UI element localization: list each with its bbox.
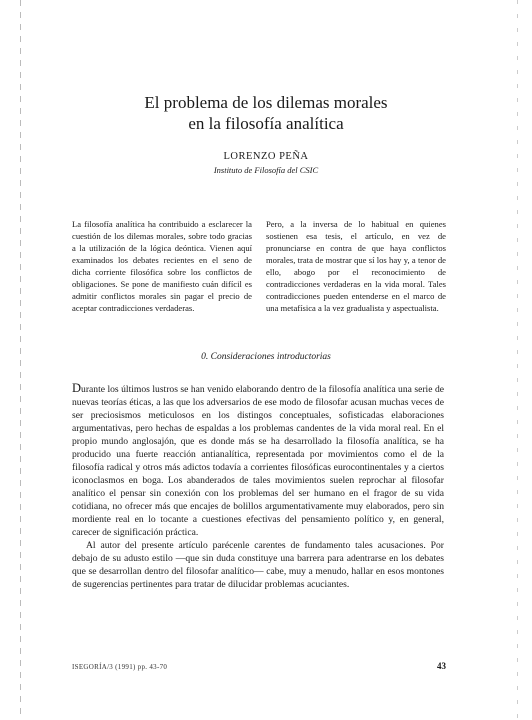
- abstract-column-right: [266, 218, 446, 314]
- article-title-line-2: en la filosofía analítica: [188, 114, 344, 133]
- article-title-line-1: El problema de los dilemas morales: [144, 93, 388, 112]
- body-paragraph-2: Al autor del presente artículo parécenle carentes de fundamento tales acusaciones. Por debajo de su adusto estilo —que sin duda constituye una barrera para adentrarse en los debates que se desarrollan dentro del filosofar analítico— cabe, muy a menudo, hallar en esos montones de sugerencias pertinentes para tratar de dilucidar problemas acuciantes.: [72, 540, 444, 590]
- abstract-left-text: La filosofía analítica ha contribuido a esclarecer la cuestión de los dilemas morales, sobre todo gracias a la utilización de la lógica deóntica. Vienen aquí examinados los debates recientes en el seno de dicha corriente filosófica sobre los conflictos de obligaciones. Se pone de manifiesto cuán difícil es admitir conflictos morales sin pagar el precio de aceptar contradicciones verdaderas.: [72, 219, 252, 313]
- author-affiliation: Instituto de Filosofía del CSIC: [213, 165, 319, 175]
- page-number: 43: [437, 661, 446, 671]
- body-paragraph-1: [72, 382, 444, 539]
- author-name: LORENZO PEÑA: [223, 151, 309, 162]
- abstract-column-left: [72, 218, 252, 314]
- section-heading: 0. Consideraciones introductorias: [201, 352, 331, 362]
- initial-letter: D: [72, 381, 82, 395]
- journal-reference: ISEGORÍA/3 (1991) pp. 43-70: [72, 663, 168, 671]
- body-paragraph-1-text: urante los últimos lustros se han venido elaborando dentro de la filosofía analítica una serie de nuevas teorías éticas, a las que los adversarios de ese modo de filosofar acusan muchas veces de ser preciosismos meticulosos en los distingos conceptuales, sofisticadas elaboraciones argumentativas, pero hechas de espaldas a los problemas candentes de la vida moral real. En el propio mundo anglosajón, que es donde más se ha desarrollado la filosofía analítica, se ha producido una fuerte reacción antianalítica, representada por movimientos como el de la filosofía radical y otros más adictos todavía a corrientes filosóficas eurocontinentales y a ciertos iconoclasmos en boga. Los abanderados de tales movimientos suelen reprochar al filosofar analítico el pensar sin conexión con los problemas del ser humano en el fragor de su vida cotidiana, no ofrecer más que encajes de bolillos argumentativamente muy elaborados, pero sin mordiente real en lo tocante a cuestiones efectivas del pensamiento político y, en general, carecer de significación práctica.: [72, 384, 444, 538]
- body-text: [72, 382, 444, 591]
- abstract-right-text: Pero, a la inversa de lo habitual en quienes sostienen esa tesis, el artículo, en vez de pronunciarse en contra de que haya conflictos morales, trata de mostrar que sí los hay y, a tenor de ello, abogo por el reconocimiento de contradicciones verdaderas en la vida moral. Tales contradicciones pueden entenderse en el marco de una metafísica a la vez gradualista y aspectualista.: [266, 219, 446, 313]
- article-title: [0, 92, 532, 134]
